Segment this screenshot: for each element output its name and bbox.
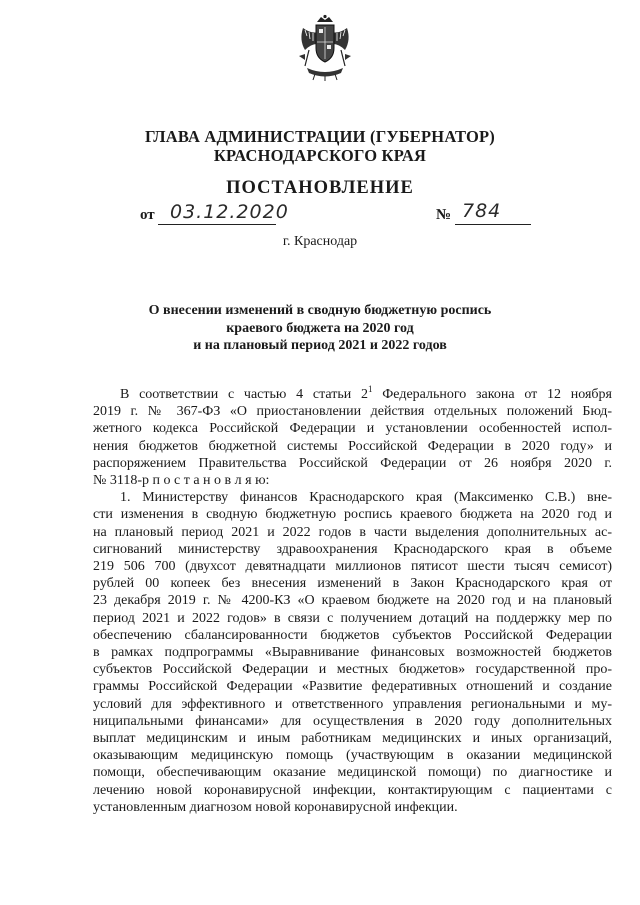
body-line: 23 декабря 2019 г. № 4200-КЗ «О краевом бюджете на 2020 год и на плановый bbox=[93, 593, 612, 609]
body-line: нения бюджетов бюджетной системы Российской Федерации в 2020 году» и bbox=[93, 438, 612, 454]
body-line: 2019 г. № 367-ФЗ «О приостановлении действия отдельных положений Бюд- bbox=[93, 404, 612, 420]
body-line: 219 506 700 (двухсот девятнадцати миллионов пятисот шести тысяч семисот) bbox=[93, 559, 612, 575]
body-line: помощи, обеспечивающим оказание медицинской помощи) по диагностике и bbox=[93, 765, 612, 781]
body-line: оказывающим медицинскую помощь (участвующим в оказании медицинской bbox=[93, 748, 612, 764]
city: г. Краснодар bbox=[282, 234, 358, 249]
superscript: 1 bbox=[367, 384, 373, 394]
title-line: О внесении изменений в сводную бюджетную роспись bbox=[148, 303, 492, 318]
document-title bbox=[100, 302, 540, 355]
body-line: распоряжением Правительства Российской Федерации от 26 ноября 2020 г. bbox=[93, 455, 612, 471]
title-line: краевого бюджета на 2020 год bbox=[226, 320, 414, 336]
body-line: на плановый период 2021 и 2022 годов в части выделения дополнительных ас- bbox=[93, 524, 612, 540]
body-line: жетного кодекса Российской Федерации и установлении особенностей испол- bbox=[93, 421, 612, 437]
body-line: В соответствии с частью 4 статьи $2^1$ Федерального закона от 12 ноября bbox=[120, 384, 612, 402]
region-name: КРАСНОДАРСКОГО КРАЯ bbox=[213, 146, 427, 165]
body-line: ниципальными финансами» для осуществления в 2020 году дополнительных bbox=[93, 713, 612, 729]
authority-name: ГЛАВА АДМИНИСТРАЦИИ (ГУБЕРНАТОР) bbox=[145, 127, 495, 146]
body-line: сигнований министерству здравоохранения Краснодарского края в объеме bbox=[93, 541, 612, 557]
coat-of-arms-icon bbox=[295, 14, 355, 82]
title-line: и на плановый период 2021 и 2022 годов bbox=[193, 338, 447, 353]
date-underline bbox=[158, 224, 276, 225]
document-body bbox=[93, 386, 612, 816]
body-line: условий для эффективного и ответственного управления региональными и му- bbox=[93, 696, 612, 712]
number-prefix: № bbox=[436, 207, 452, 223]
document-date: 03.12.2020 bbox=[170, 201, 289, 223]
document-number: 784 bbox=[462, 200, 502, 222]
body-line: субъектов Российской Федерации и местных бюджетов» государственной про- bbox=[93, 662, 612, 678]
body-line: обеспечению сбалансированности бюджетов субъектов Российской Федерации bbox=[93, 627, 612, 643]
date-prefix: от bbox=[140, 207, 155, 223]
body-line: выплат медицинским и иным работникам медицинских и иных организаций, bbox=[93, 731, 612, 747]
body-line: рублей 00 копеек без внесения изменений в Закон Краснодарского края от bbox=[93, 576, 612, 592]
body-line: в рамках подпрограммы «Выравнивание финансовых возможностей бюджетов bbox=[93, 645, 612, 661]
body-line: 1. Министерству финансов Краснодарского края (Максименко С.В.) вне- bbox=[120, 490, 612, 506]
body-line: период 2021 и 2022 годов» в связи с получением дотаций на поддержку мер по bbox=[93, 610, 612, 626]
number-underline bbox=[455, 224, 531, 225]
document-type: ПОСТАНОВЛЕНИЕ bbox=[226, 178, 414, 198]
body-line: лечению новой коронавирусной инфекции, контактирующим с пациентами с bbox=[93, 782, 612, 798]
body-line: сти изменения в сводную бюджетную роспись краевого бюджета на 2020 год и bbox=[93, 507, 612, 523]
body-line: установленным диагнозом новой коронавирусной инфекции. bbox=[93, 799, 458, 815]
body-line: граммы Российской Федерации «Развитие федеративных отношений и создание bbox=[93, 679, 612, 695]
body-line: № 3118-р п о с т а н о в л я ю: bbox=[93, 473, 270, 489]
